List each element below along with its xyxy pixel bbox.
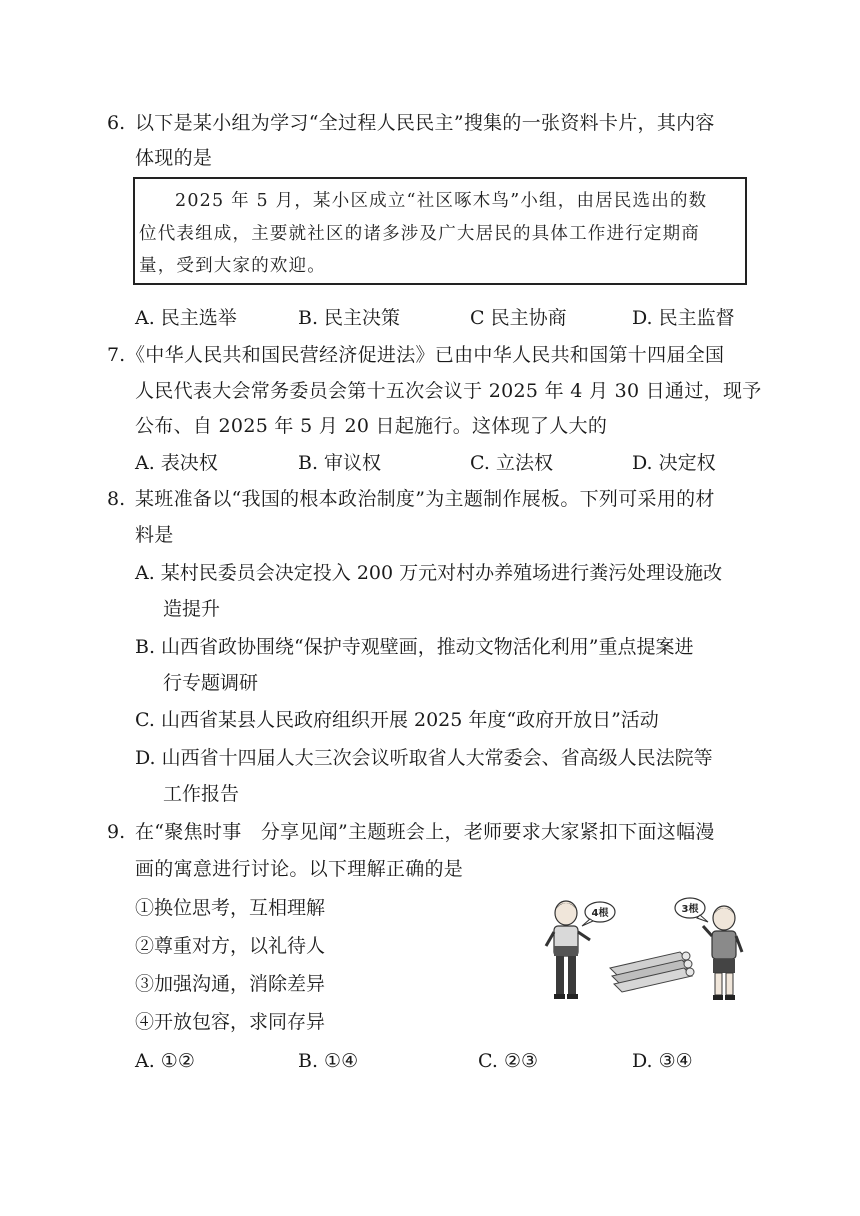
question-9-number: 9.	[107, 821, 126, 843]
question-8-option-d-line2: 工作报告	[163, 783, 240, 805]
right-bubble-text: 3根	[681, 904, 699, 915]
question-8-option-d[interactable]: D. 山西省十四届人大三次会议听取省人大常委会、省高级人民法院等	[135, 747, 713, 769]
question-9-option-d[interactable]: D. ③④	[632, 1050, 693, 1072]
question-9-option-b[interactable]: B. ①④	[298, 1050, 359, 1072]
question-7-stem-line3: 公布、自 2025 年 5 月 20 日起施行。这体现了人大的	[135, 415, 608, 437]
question-7-stem-line1: 《中华人民共和国民营经济促进法》已由中华人民共和国第十四届全国	[126, 344, 725, 366]
question-8-option-b[interactable]: B. 山西省政协围绕“保护寺观壁画，推动文物活化利用”重点提案进	[135, 636, 694, 658]
question-6-option-a[interactable]: A. 民主选举	[135, 307, 237, 329]
question-7-option-c[interactable]: C. 立法权	[470, 452, 553, 474]
question-7-option-a[interactable]: A. 表决权	[135, 452, 218, 474]
question-6-option-d[interactable]: D. 民主监督	[632, 307, 735, 329]
resource-card	[133, 177, 747, 285]
question-7-stem-line2: 人民代表大会常务委员会第十五次会议于 2025 年 4 月 30 日通过，现予	[135, 380, 762, 402]
question-8-option-a-line2: 造提升	[163, 598, 221, 620]
question-6-option-b[interactable]: B. 民主决策	[298, 307, 401, 329]
wooden-logs	[610, 952, 694, 992]
left-boy-figure	[546, 901, 590, 999]
question-8-stem-line1: 某班准备以“我国的根本政治制度”为主题制作展板。下列可采用的材	[135, 488, 715, 510]
question-9-option-a[interactable]: A. ①②	[135, 1050, 195, 1072]
question-8-option-c[interactable]: C. 山西省某县人民政府组织开展 2025 年度“政府开放日”活动	[135, 709, 659, 731]
question-8-option-b-line2: 行专题调研	[163, 672, 259, 694]
question-6-number: 6.	[107, 112, 126, 134]
question-8-stem-line2: 料是	[135, 524, 174, 546]
question-6-option-c[interactable]: C 民主协商	[470, 307, 567, 329]
question-8-option-a[interactable]: A. 某村民委员会决定投入 200 万元对村办养殖场进行粪污处理设施改	[135, 562, 723, 584]
left-bubble-text: 4根	[591, 908, 609, 919]
question-9-option-c[interactable]: C. ②③	[478, 1050, 539, 1072]
card-line2: 位代表组成，主要就社区的诸多涉及广大居民的具体工作进行定期商	[139, 224, 700, 244]
question-9-statement-4: ④开放包容，求同存异	[135, 1011, 326, 1033]
question-8-number: 8.	[107, 488, 126, 510]
right-speech-bubble	[675, 898, 708, 922]
card-line1: 2025 年 5 月，某小区成立“社区啄木鸟”小组，由居民选出的数	[175, 191, 708, 211]
question-6-stem-line1: 以下是某小组为学习“全过程人民民主”搜集的一张资料卡片，其内容	[135, 112, 715, 134]
question-7-option-d[interactable]: D. 决定权	[632, 452, 716, 474]
question-9-stem-line1: 在“聚焦时事 分享见闻”主题班会上，老师要求大家紧扣下面这幅漫	[135, 821, 715, 843]
card-line3: 量，受到大家的欢迎。	[139, 256, 326, 276]
question-9-stem-line2: 画的寓意进行讨论。以下理解正确的是	[135, 858, 464, 880]
question-9-statement-1: ①换位思考，互相理解	[135, 897, 326, 919]
question-9-statement-3: ③加强沟通，消除差异	[135, 973, 326, 995]
question-7-option-b[interactable]: B. 审议权	[298, 452, 382, 474]
question-9-statement-2: ②尊重对方，以礼待人	[135, 935, 326, 957]
question-7-number: 7.	[107, 344, 126, 366]
right-boy-figure	[703, 906, 742, 1000]
cartoon-illustration	[540, 890, 750, 1010]
left-speech-bubble	[582, 902, 615, 926]
question-6-stem-line2: 体现的是	[135, 147, 213, 169]
